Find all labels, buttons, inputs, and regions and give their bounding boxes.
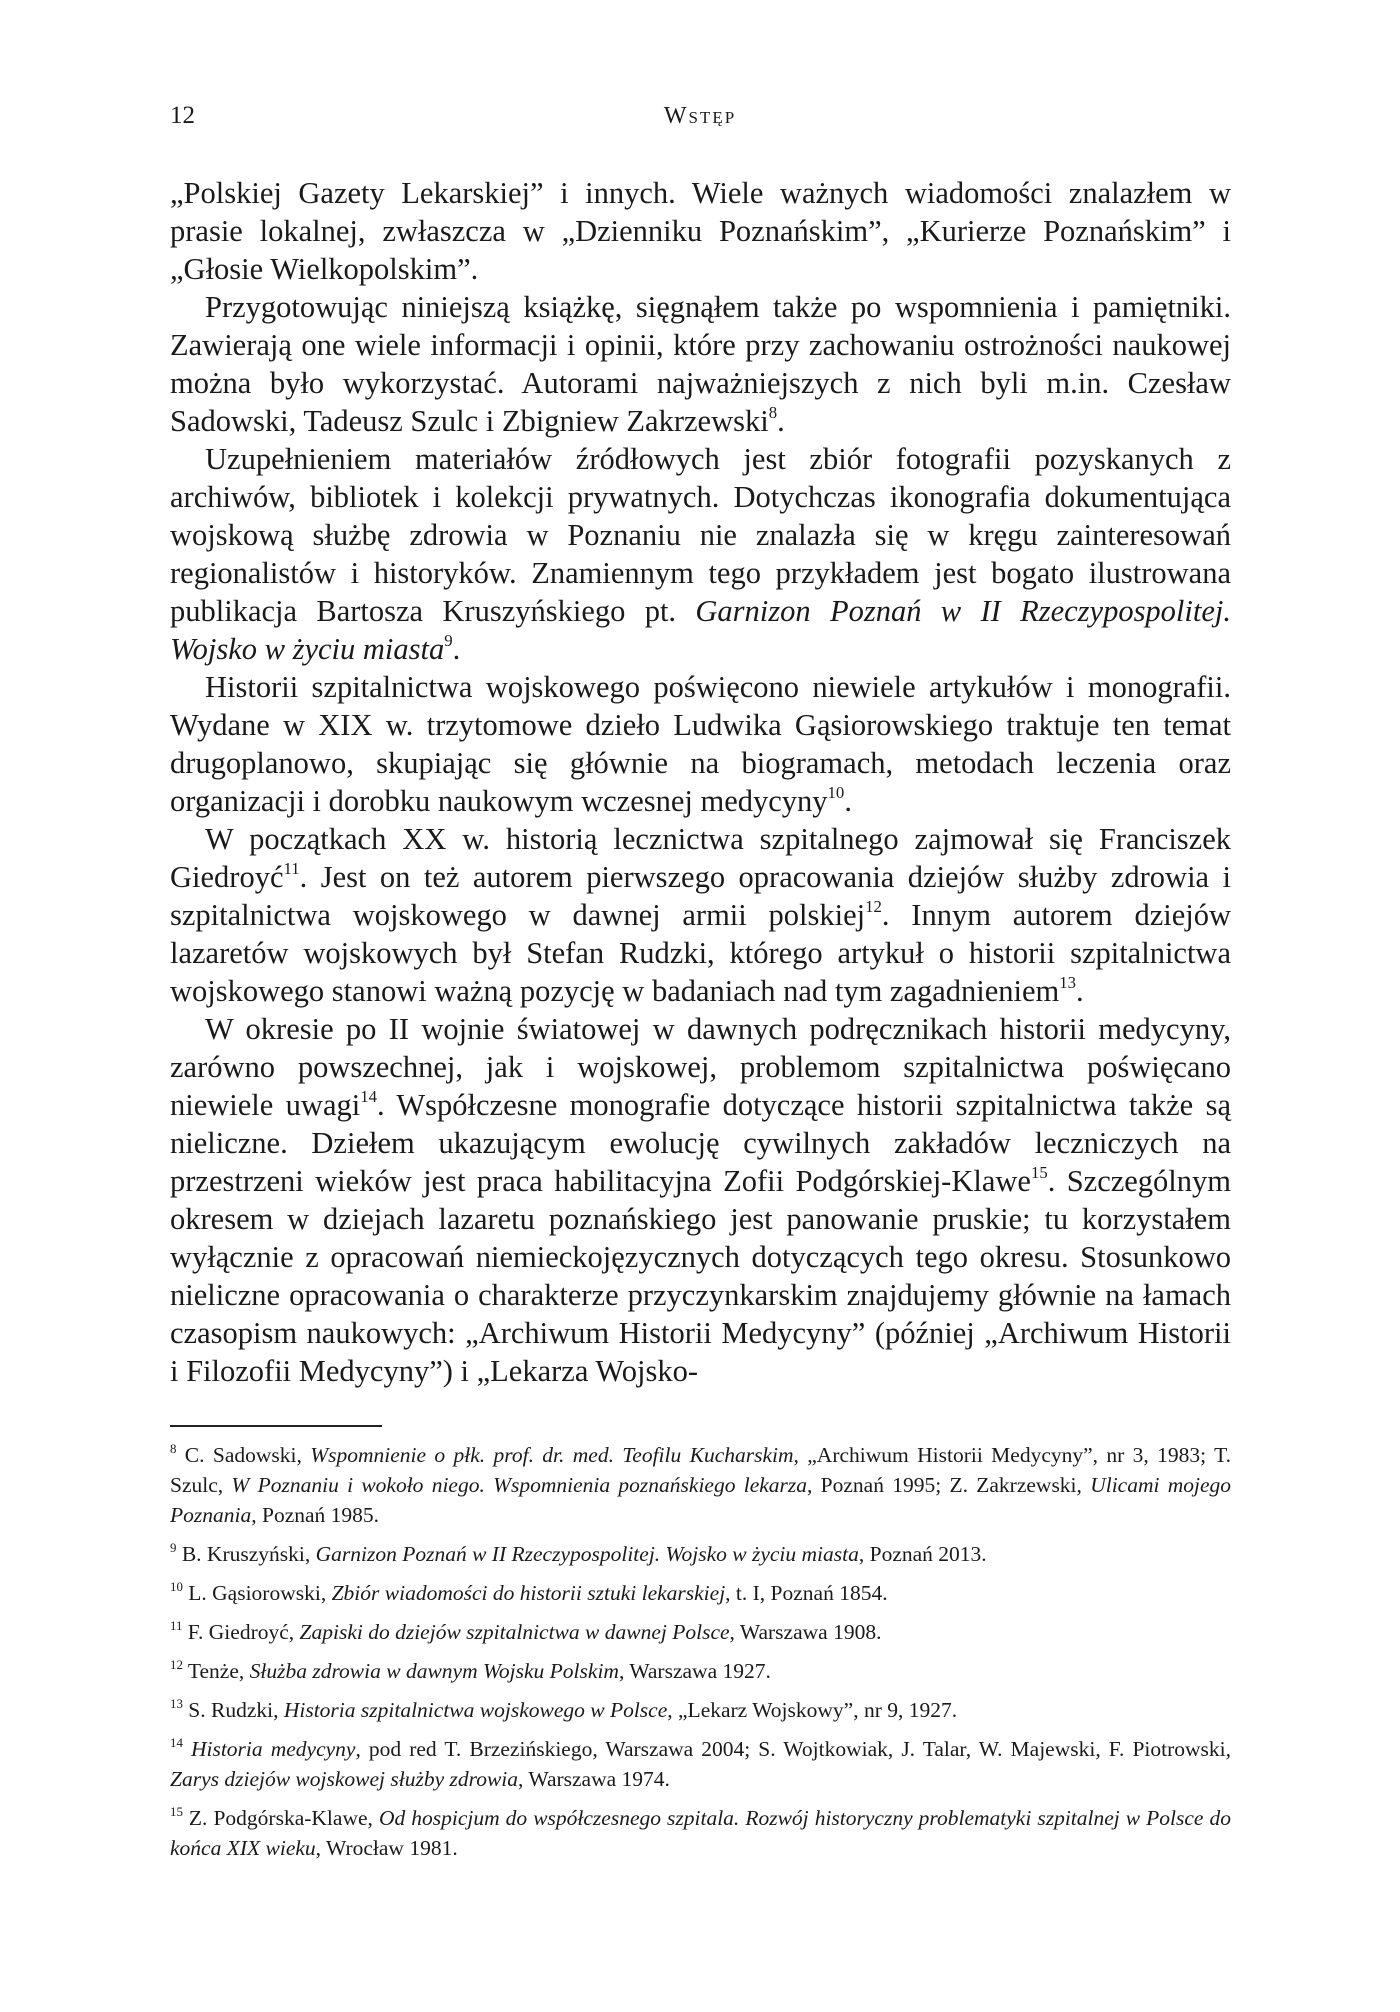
paragraph-text: W początkach XX w. historią lecznictwa szpitalnego zajmował się Franciszek Giedroyć (170, 822, 1231, 894)
footnote-text: L. Gąsiorowski, (182, 1581, 332, 1605)
footnote-text: , Poznań 1995; Z. Zakrzewski, (807, 1473, 1091, 1497)
footnote-italic-title: Zarys dziejów wojskowej służby zdrowia (170, 1767, 519, 1791)
footnote-marker: 13 (170, 1696, 183, 1711)
footnote-text: , „Lekarz Wojskowy”, nr 9, 1927. (667, 1698, 958, 1722)
footnote (170, 1617, 1231, 1647)
paragraph-text: . Współczesne monografie dotyczące historii szpitalnictwa także są nieliczne. Dziełem ukazującym ewolucję cywilnych zakładów leczniczych na przestrzeni wieków jest praca habilitacyjna Zofii Podgórskiej-Klawe (170, 1088, 1231, 1198)
paragraph-text: . (844, 784, 852, 818)
footnote (170, 1578, 1231, 1608)
paragraph-text: . Innym autorem dziejów lazaretów wojskowych był Stefan Rudzki, którego artykuł o historii szpitalnictwa wojskowego stanowi ważną pozycję w badaniach nad tym zagadnieniem (170, 898, 1231, 1008)
footnote-text: , Poznań 1985. (251, 1503, 380, 1527)
footnote-marker: 10 (827, 783, 845, 803)
footnote-text: , Wrocław 1981. (315, 1836, 458, 1860)
footnote-text: C. Sadowski, (176, 1443, 311, 1467)
footnote-text: , t. I, Poznań 1854. (725, 1581, 888, 1605)
footnote-text: Tenże, (182, 1659, 250, 1683)
paragraph-text: . (1076, 974, 1084, 1008)
footnote (170, 1695, 1231, 1725)
running-head: Wstęp (663, 103, 737, 129)
footnote (170, 1440, 1231, 1530)
paragraph-text: Przygotowując niniejszą książkę, sięgnąłem także po wspomnienia i pamiętniki. Zawierają one wiele informacji i opinii, które przy zachowaniu ostrożności naukowej można było wykorzystać. Autorami najważniejszych z nich byli m.in. Czesław Sadowski, Tadeusz Szulc i Zbigniew Zakrzewski (170, 290, 1231, 438)
footnote (170, 1803, 1231, 1863)
body-paragraph (170, 820, 1231, 1010)
footnote-text: , Warszawa 1974. (518, 1767, 670, 1791)
footnote-italic-title: Wspomnienie o płk. prof. dr. med. Teofilu Kucharskim (310, 1443, 794, 1467)
footnote-marker: 9 (170, 1540, 177, 1555)
paragraph-text: Uzupełnieniem materiałów źródłowych jest zbiór fotografii pozyskanych z archiwów, bibliotek i kolekcji prywatnych. Dotychczas ikonografia dokumentująca wojskową służbę zdrowia w Poznaniu nie znalazła się w kręgu zainteresowań regionalistów i historyków. Znamiennym tego przykładem jest bogato ilustrowana publikacja Bartosza Kruszyńskiego pt. (170, 442, 1231, 628)
footnote-marker: 12 (170, 1657, 183, 1672)
footnote-italic-title: Ulicami mojego Poznania (170, 1473, 1232, 1527)
footnote-text: , Warszawa 1908. (729, 1620, 882, 1644)
footnote-italic-title: W Poznaniu i wokoło niego. Wspomnienia poznańskiego lekarza (231, 1473, 808, 1497)
footnote-italic-title: Historia szpitalnictwa wojskowego w Polsce (283, 1698, 668, 1722)
footnote-marker: 14 (360, 1087, 377, 1107)
footnote-separator (170, 1425, 382, 1427)
footnote-text: B. Kruszyński, (176, 1542, 316, 1566)
footnote-marker: 8 (170, 1441, 177, 1456)
paragraph-text: . (777, 404, 785, 438)
paragraph-text: . Szczególnym okresem w dziejach lazaretu poznańskiego jest panowanie pruskie; tu korzystałem wyłącznie z opracowań niemieckojęzycznych dotyczących tego okresu. Stosunkowo nieliczne opracowania o charakterze przyczynkarskim znajdujemy głównie na łamach czasopism naukowych: „Archiwum Historii Medycyny” (później „Archiwum Historii i Filozofii Medycyny”) i „Lekarza Wojsko- (170, 1164, 1232, 1388)
footnote-marker: 8 (768, 403, 778, 423)
paragraph-text: Historii szpitalnictwa wojskowego poświęcono niewiele artykułów i monografii. Wydane w XIX w. trzytomowe dzieło Ludwika Gąsiorowskiego traktuje ten temat drugoplanowo, skupiając się głównie na biogramach, metodach leczenia oraz organizacji i dorobku naukowym wczesnej medycyny (170, 670, 1231, 818)
body-paragraph (170, 668, 1231, 820)
footnote-text: , pod red T. Brzezińskiego, Warszawa 2004; S. Wojtkowiak, J. Talar, W. Majewski, F. Piotrowski, (355, 1737, 1232, 1761)
footnote-marker: 14 (170, 1735, 183, 1750)
body-paragraph (170, 288, 1231, 440)
footnote-text: , Warszawa 1927. (618, 1659, 771, 1683)
paragraph-text: . Jest on też autorem pierwszego opracowania dziejów służby zdrowia i szpitalnictwa wojskowego w dawnej armii polskiej (170, 860, 1231, 932)
footnotes (170, 1440, 1231, 1872)
footnote (170, 1656, 1231, 1686)
footnote-text: , „Archiwum Historii Medycyny”, nr 3, 1983; T. Szulc, (170, 1443, 1231, 1497)
footnote-text: S. Rudzki, (182, 1698, 284, 1722)
body-text (170, 174, 1231, 1390)
footnote-text: F. Giedroyć, (182, 1620, 300, 1644)
paragraph-text: „Polskiej Gazety Lekarskiej” i innych. Wiele ważnych wiadomości znalazłem w prasie lokalnej, zwłaszcza w „Dzienniku Poznańskim”, „Kurierze Poznańskim” i „Głosie Wielkopolskim”. (170, 176, 1231, 286)
footnote-italic-title: Garnizon Poznań w II Rzeczypospolitej. Wojsko w życiu miasta (315, 1542, 859, 1566)
body-paragraph (170, 174, 1231, 288)
footnote (170, 1734, 1231, 1794)
footnote-marker: 11 (283, 859, 300, 879)
footnote-italic-title: Służba zdrowia w dawnym Wojsku Polskim (249, 1659, 619, 1683)
footnote-marker: 9 (444, 631, 453, 651)
footnote (170, 1539, 1231, 1569)
footnote-italic-title: Zbiór wiadomości do historii sztuki lekarskiej (331, 1581, 726, 1605)
footnote-marker: 12 (865, 897, 882, 917)
body-paragraph (170, 1010, 1231, 1390)
footnote-marker: 13 (1059, 973, 1077, 993)
footnote-text (183, 1737, 191, 1761)
paragraph-italic-title: Garnizon Poznań w II Rzeczypospolitej. Wojsko w życiu miasta (170, 594, 1231, 666)
paragraph-text: W okresie po II wojnie światowej w dawnych podręcznikach historii medycyny, zarówno powszechnej, jak i wojskowej, problemom szpitalnictwa poświęcano niewiele uwagi (170, 1012, 1231, 1122)
body-paragraph (170, 440, 1231, 668)
footnote-marker: 11 (170, 1618, 183, 1633)
footnote-italic-title: Historia medycyny (190, 1737, 356, 1761)
paragraph-text: . (452, 632, 461, 666)
footnote-marker: 10 (170, 1579, 183, 1594)
footnote-text: Z. Podgórska-Klawe, (182, 1806, 379, 1830)
footnote-text: , Poznań 2013. (858, 1542, 987, 1566)
page-number: 12 (170, 102, 195, 129)
footnote-italic-title: Od hospicjum do współczesnego szpitala. Rozwój historyczny problematyki szpitalnej w Polsce do końca XIX wieku (170, 1806, 1232, 1860)
footnote-marker: 15 (1030, 1163, 1048, 1183)
footnote-marker: 15 (170, 1804, 183, 1819)
footnote-italic-title: Zapiski do dziejów szpitalnictwa w dawnej Polsce (299, 1620, 730, 1644)
